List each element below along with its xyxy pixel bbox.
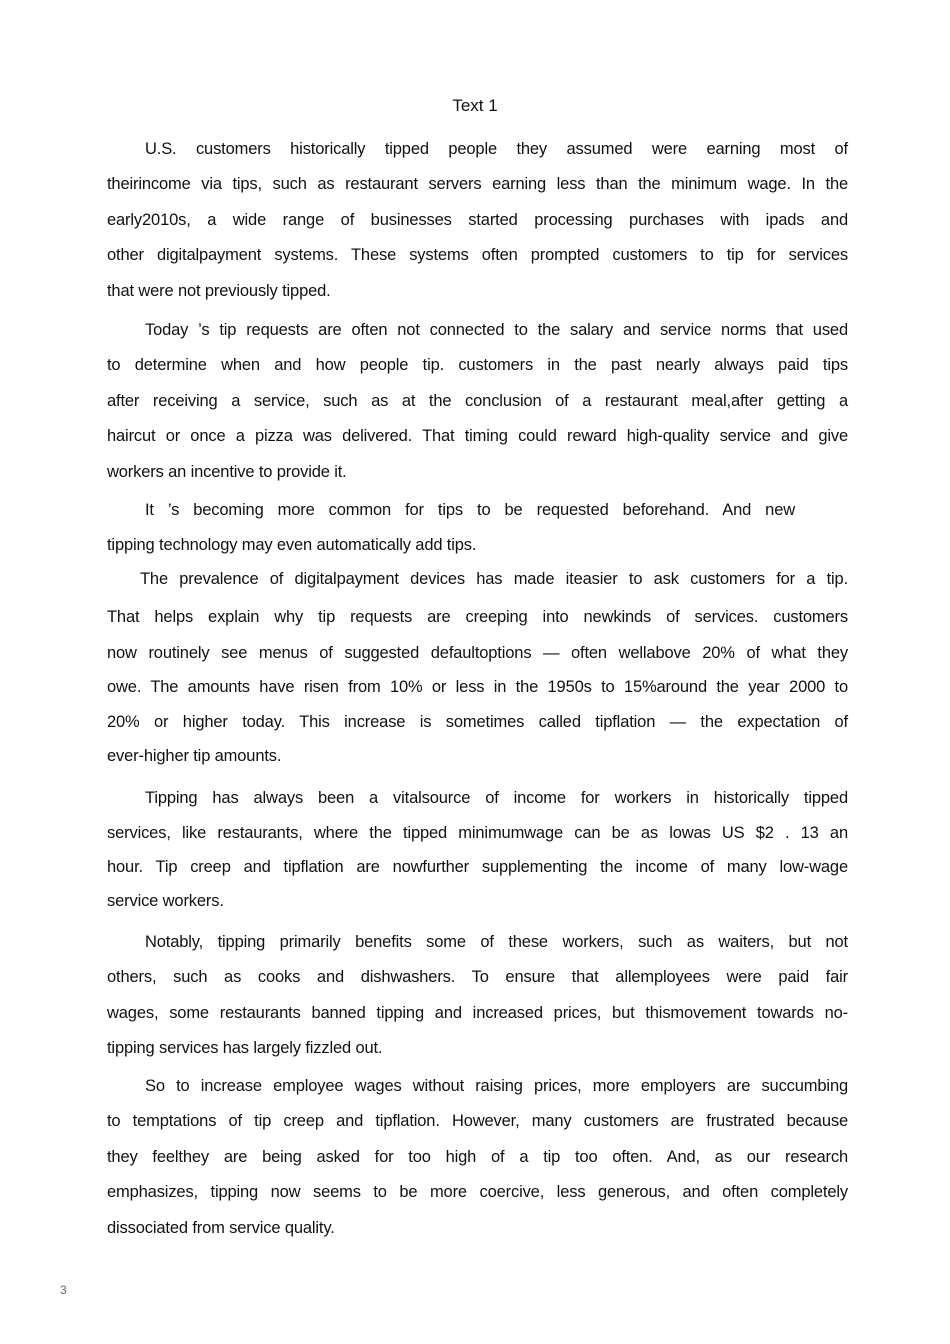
paragraph-line: early2010s, a wide range of businesses started processing purchases with ipads and — [107, 211, 848, 229]
paragraph-line: tipping services has largely fizzled out. — [107, 1039, 383, 1057]
paragraph-line: Notably, tipping primarily benefits some of these workers, such as waiters, but not — [145, 933, 848, 951]
paragraph-line: So to increase employee wages without raising prices, more employers are succumbing — [145, 1077, 848, 1095]
paragraph-line: The prevalence of digitalpayment devices has made iteasier to ask customers for a tip. — [140, 570, 848, 588]
document-title: Text 1 — [452, 96, 498, 115]
paragraph-line: It ’s becoming more common for tips to be requested beforehand. And new — [145, 501, 795, 519]
paragraph-line: others, such as cooks and dishwashers. To ensure that allemployees were paid fair — [107, 968, 848, 986]
paragraph-line: tipping technology may even automatically add tips. — [107, 536, 477, 554]
paragraph-line: other digitalpayment systems. These systems often prompted customers to tip for services — [107, 246, 848, 264]
page-number: 3 — [60, 1283, 67, 1297]
paragraph-line: owe. The amounts have risen from 10% or less in the 1950s to 15%around the year 2000 to — [107, 678, 848, 696]
paragraph-line: that were not previously tipped. — [107, 282, 331, 300]
paragraph-line: they feelthey are being asked for too high of a tip too often. And, as our research — [107, 1148, 848, 1166]
paragraph-line: Tipping has always been a vitalsource of income for workers in historically tipped — [145, 789, 848, 807]
paragraph-line: to determine when and how people tip. customers in the past nearly always paid tips — [107, 356, 848, 374]
paragraph-line: U.S. customers historically tipped people they assumed were earning most of — [145, 140, 848, 158]
paragraph-line: now routinely see menus of suggested defaultoptions — often wellabove 20% of what they — [107, 644, 848, 662]
paragraph-line: That helps explain why tip requests are creeping into newkinds of services. customers — [107, 608, 848, 626]
paragraph-line: ever-higher tip amounts. — [107, 747, 282, 765]
paragraph-line: haircut or once a pizza was delivered. That timing could reward high-quality service and give — [107, 427, 848, 445]
paragraph-line: services, like restaurants, where the tipped minimumwage can be as lowas US $2 . 13 an — [107, 824, 848, 842]
paragraph-line: dissociated from service quality. — [107, 1219, 335, 1237]
paragraph-line: wages, some restaurants banned tipping and increased prices, but thismovement towards no- — [107, 1004, 848, 1022]
paragraph-line: 20% or higher today. This increase is sometimes called tipflation — the expectation of — [107, 713, 848, 731]
paragraph-line: service workers. — [107, 892, 224, 910]
paragraph-line: emphasizes, tipping now seems to be more coercive, less generous, and often completely — [107, 1183, 848, 1201]
paragraph-line: workers an incentive to provide it. — [107, 463, 347, 481]
paragraph-line: theirincome via tips, such as restaurant servers earning less than the minimum wage. In the — [107, 175, 848, 193]
paragraph-line: Today ’s tip requests are often not connected to the salary and service norms that used — [145, 321, 848, 339]
paragraph-line: after receiving a service, such as at the conclusion of a restaurant meal,after getting a — [107, 392, 848, 410]
paragraph-line: to temptations of tip creep and tipflation. However, many customers are frustrated because — [107, 1112, 848, 1130]
paragraph-line: hour. Tip creep and tipflation are nowfurther supplementing the income of many low-wage — [107, 858, 848, 876]
